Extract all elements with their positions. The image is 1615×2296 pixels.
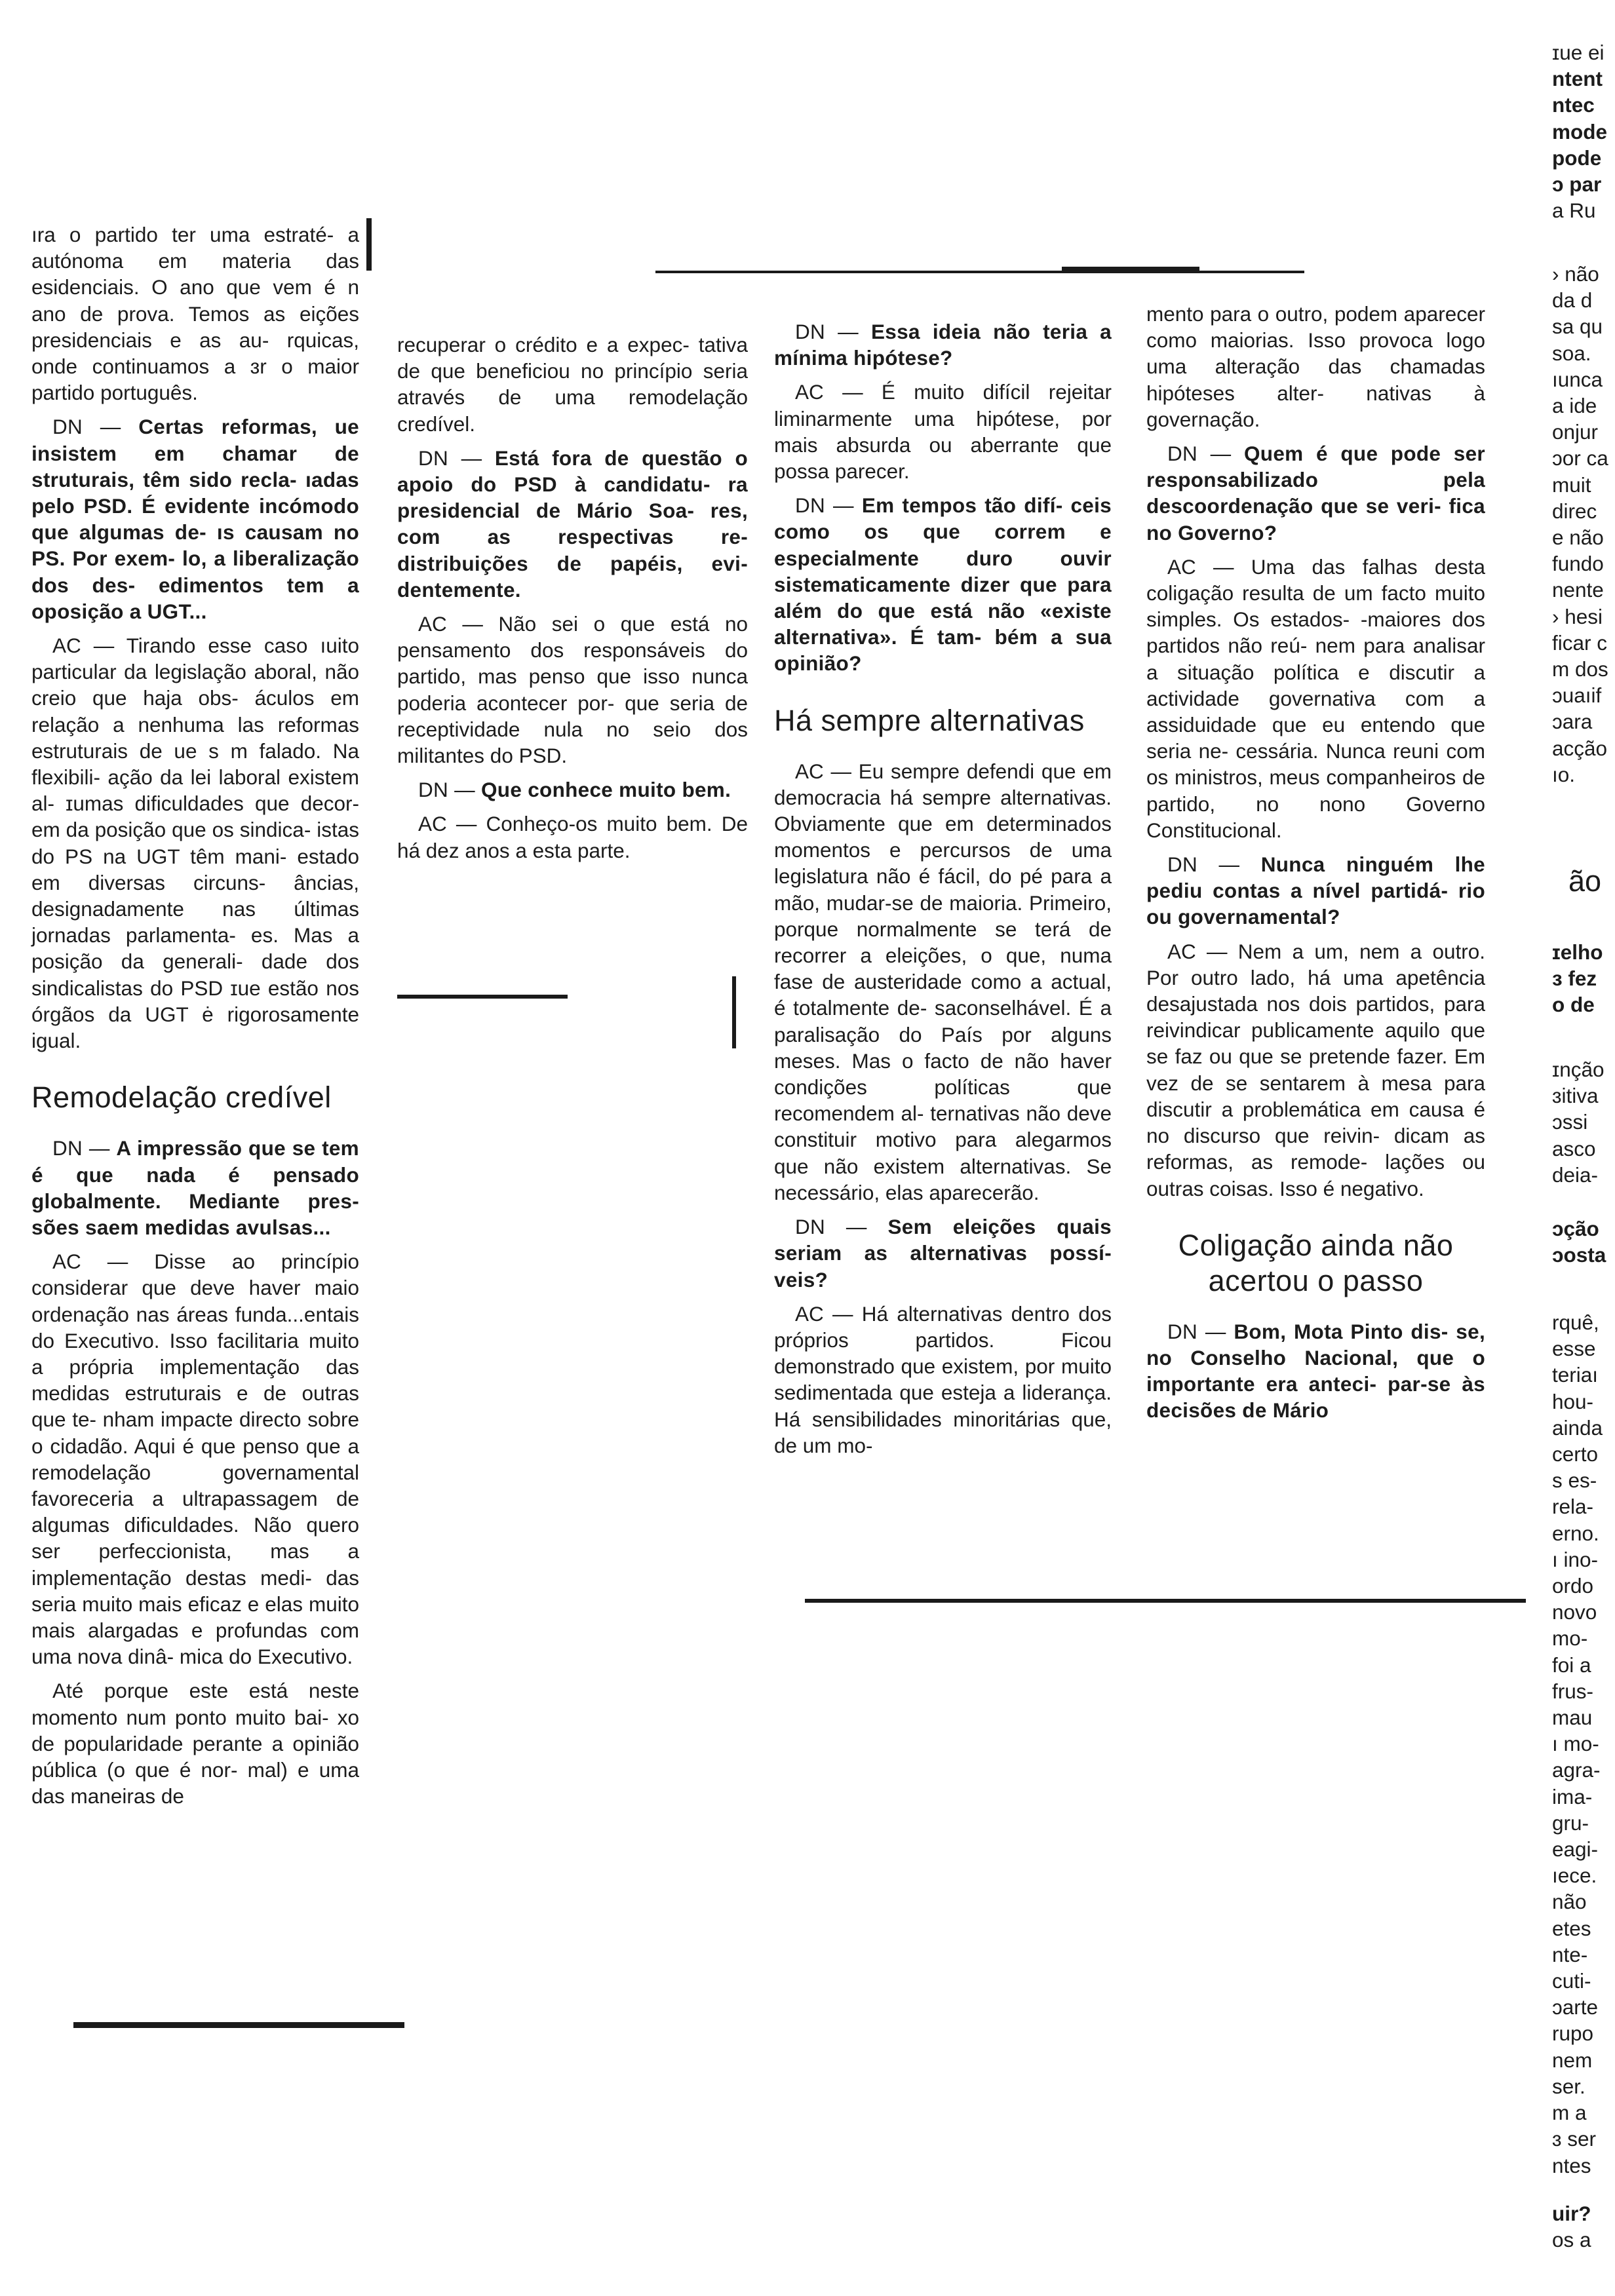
cut-text-fragment: ima- — [1552, 1784, 1593, 1808]
cut-text-fragment: ɜ fez — [1552, 966, 1597, 991]
speaker-tag: DN — — [52, 415, 139, 439]
cut-text-fragment: ɪnção — [1552, 1058, 1605, 1081]
cut-text-fragment: eagi- — [1552, 1837, 1599, 1862]
cut-text-fragment: teriaı — [1552, 1363, 1599, 1387]
cut-text-fragment: uir? — [1552, 2202, 1591, 2225]
cut-text-fragment: mode — [1552, 119, 1608, 144]
question-text: Quem é que pode ser responsabilizado pela descoordenação que se veri- fica no Governo? — [1146, 442, 1485, 545]
cut-text-fragment: não — [1552, 1890, 1587, 1914]
cut-text-fragment: esse — [1552, 1337, 1596, 1361]
cut-text-fragment: ıunca — [1552, 367, 1603, 391]
cut-text-fragment: ɪue ei — [1552, 41, 1605, 64]
cut-text-fragment: e não — [1552, 526, 1604, 550]
interview-question — [774, 1214, 1112, 1293]
cut-text-fragment: deia- — [1552, 1162, 1599, 1187]
cut-text-fragment: ɜitiva — [1552, 1084, 1599, 1108]
col3-end-rule — [805, 1599, 1526, 1603]
cut-text-fragment: frus- — [1552, 1679, 1593, 1703]
cut-text-fragment: › hesi — [1552, 604, 1603, 628]
cut-text-fragment: acção — [1552, 736, 1608, 760]
cut-text-fragment: o de — [1552, 993, 1595, 1017]
cut-text-fragment: a Ru — [1552, 199, 1596, 223]
article-column-3 — [774, 318, 1112, 1466]
cut-text-fragment: ɔuaıif — [1552, 683, 1602, 708]
cut-text-fragment: ɪelho — [1552, 940, 1603, 964]
speaker-tag: DN — — [795, 493, 862, 518]
interview-answer: AC — Tirando esse caso ıuito particular da legislação aboral, não creio que haja obs- áculos em relação a nenhuma las reformas estruturais de ue s m falado. Na flexibili- ação da lei laboral existem al- ɪumas dificuldades que decor- em da posição que os sindica- istas do PS na UGT têm mani- estado em diversas circuns- âncias, designadamente nas últimas jornadas parlamenta- es. Mas a posição da generali- dade dos sindicalistas do PSD ɪue estão nos órgãos da UGT ė rigorosamente igual. — [31, 634, 359, 1053]
paragraph: ıra o partido ter uma estraté- a autónoma em materia das esidenciais. O ano que vem é n ano de prova. Temos as eições presidenciais e as au- rquicas, onde continuamos a ɜr o maior partido português. — [31, 223, 359, 405]
paragraph: recuperar o crédito e a expec- tativa de que beneficiou no princípio seria através de uma remodelação credível. — [397, 333, 748, 436]
cut-text-fragment: ɔarte — [1552, 1995, 1599, 2019]
cut-text-fragment: mo- — [1552, 1626, 1588, 1651]
speaker-tag: DN — — [795, 320, 871, 343]
cut-text-fragment: ıece. — [1552, 1864, 1597, 1888]
cut-text-fragment: ıo. — [1552, 762, 1576, 786]
cut-text-fragment: nte- — [1552, 1942, 1588, 1966]
column-bar-mid — [732, 976, 736, 1048]
interview-answer: AC — Há alternativas dentro dos próprios partidos. Ficou demonstrado que existem, por muito sedimentada que esteja a liderança. Há sensibilidades minoritárias que, de um mo- — [774, 1301, 1112, 1457]
cut-text-fragment: hou- — [1552, 1389, 1594, 1413]
section-heading: Remodelação credível — [31, 1081, 332, 1115]
cut-text-fragment: onjur — [1552, 420, 1599, 444]
question-text: Nunca ninguém lhe pediu contas a nível partidá- rio ou governamental? — [1146, 852, 1485, 929]
speaker-tag: DN — — [418, 446, 495, 470]
right-edge-fragments-lower2 — [1552, 1056, 1605, 1188]
cut-text-fragment: pode — [1552, 145, 1602, 170]
col2-end-rule — [397, 995, 568, 999]
question-text: A impressão que se tem é que nada é pensado globalmente. Mediante pres- sões saem medidas avulsas... — [31, 1136, 359, 1239]
cut-text-fragment: asco — [1552, 1136, 1596, 1160]
interview-question — [774, 318, 1112, 371]
cut-text-fragment: m a — [1552, 2101, 1587, 2125]
cut-text-fragment: ntec — [1552, 93, 1595, 117]
interview-question — [1146, 1318, 1485, 1424]
cut-text-fragment: m dos — [1552, 657, 1608, 681]
speaker-tag: DN — — [1167, 852, 1261, 877]
cut-text-fragment: ɔssi — [1552, 1110, 1588, 1134]
cut-text-fragment: sa qu — [1552, 315, 1603, 339]
interview-answer: AC — É muito difícil rejeitar liminarmente uma hipótese, por mais absurda ou aberrante que possa parecer. — [774, 380, 1112, 484]
cut-text-fragment: erno. — [1552, 1521, 1599, 1545]
cut-text-fragment: nente — [1552, 578, 1604, 602]
interview-answer: AC — Eu sempre defendi que em democracia há sempre alternativas. Obviamente que em determinados momentos e percursos de uma legislatura não é fácil, do pé para a mão, mudar-se de maioria. Primeiro, porque normalmente se terá de recorrer a eleições, o que, numa fase de austeridade como a actual, é totalmente de- saconselhável. É a paralisação do País por alguns meses. Mas o facto de não haver condições políticas que recomendem al- ternativas não deve constituir motivo para alegarmos que não existem alternativas. Se necessário, elas aparecerão. — [774, 759, 1112, 1204]
col1-end-rule — [73, 2022, 404, 2028]
cut-text-fragment: rela- — [1552, 1495, 1594, 1519]
fragment-heading: ão — [1568, 864, 1602, 898]
cut-text-fragment: fundo — [1552, 552, 1604, 576]
cut-text-fragment: a ide — [1552, 394, 1597, 418]
speaker-tag: DN — — [52, 1136, 117, 1160]
interview-question — [31, 1135, 359, 1240]
cut-text-fragment: ainda — [1552, 1415, 1603, 1440]
cut-text-fragment: ordo — [1552, 1574, 1594, 1598]
cut-text-fragment: certo — [1552, 1442, 1599, 1466]
cut-text-fragment: ı mo- — [1552, 1732, 1599, 1756]
cut-text-fragment: ı ino- — [1552, 1547, 1599, 1571]
cut-text-fragment: rquê, — [1552, 1311, 1599, 1334]
interview-question — [397, 445, 748, 603]
cut-text-fragment: ɔara — [1552, 710, 1593, 734]
section-heading: Coligação ainda não acertou o passo — [1178, 1228, 1454, 1297]
cut-text-fragment: ɔção — [1552, 1217, 1599, 1240]
section-heading: Há sempre alternativas — [774, 703, 1085, 737]
cut-text-fragment: agra- — [1552, 1758, 1601, 1782]
interview-question — [1146, 851, 1485, 930]
top-rule-accent — [1062, 267, 1199, 272]
cut-text-fragment: etes — [1552, 1916, 1591, 1940]
column-bar-left — [366, 218, 372, 271]
article-column-2 — [397, 332, 748, 871]
question-text: Certas reformas, ue insistem em chamar de struturais, têm sido recla- ıadas pelo PSD. É evidente incómodo que algumas de- ıs causam no PS. Por exem- lo, a liberalização dos des- edimentos tem a oposição a UGT... — [31, 415, 359, 623]
cut-text-fragment: foi a — [1552, 1653, 1591, 1677]
cut-text-fragment: ficar c — [1552, 630, 1608, 655]
cut-text-fragment: os a — [1552, 2228, 1591, 2252]
interview-question — [1146, 440, 1485, 546]
cut-text-fragment: gru- — [1552, 1810, 1589, 1835]
question-text: Em tempos tão difí- ceis como os que correm e especialmente duro ouvir sistematicamente dizer que para além do que está não «existe alternativa». É tam- bém a sua opinião? — [774, 493, 1112, 676]
cut-text-fragment: ser. — [1552, 2074, 1586, 2098]
right-edge-heading-fragment — [1552, 842, 1602, 898]
interview-answer: Até porque este está neste momento num ponto muito bai- xo de popularidade perante a opinião pública (o que é nor- mal) e uma das maneiras de — [31, 1679, 359, 1808]
question-text: Sem eleições quais seriam as alternativas possí- veis? — [774, 1215, 1112, 1292]
right-edge-fragments-right — [1552, 1309, 1603, 2179]
interview-question — [31, 413, 359, 624]
speaker-tag: DN — — [418, 778, 481, 802]
top-rule — [655, 271, 1304, 273]
cut-text-fragment: ntent — [1552, 67, 1603, 91]
speaker-tag: DN — — [1167, 1319, 1234, 1343]
cut-text-fragment: ɔosta — [1552, 1243, 1606, 1267]
interview-question — [774, 492, 1112, 676]
speaker-tag: DN — — [795, 1215, 888, 1239]
cut-text-fragment: cuti- — [1552, 1969, 1591, 1993]
interview-answer: AC — Nem a um, nem a outro. Por outro lado, há uma apetência desajustada nos dois partidos, para reivindicar publicamente aquilo que se faz ou que se pretende fazer. Em vez de se sentarem à mesa para discutir a problemática em causa é no discurso que reivin- dicam as reformas, as remode- lações ou outras coisas. Isso é negativo. — [1146, 939, 1485, 1200]
interview-answer: AC — Disse ao princípio considerar que deve haver maio ordenação nas áreas funda...entais do Executivo. Isso facilitaria muito a própria implementação das medidas estruturais e de outras que te- nham impacte directo sobre o cidadão. Aqui é que penso que a remodelação governamental favoreceria a ultrapassagem de algumas dificuldades. Não quero ser perfeccionista, mas a implementação destas medi- das seria muito mais eficaz e elas muito mais alargadas e profundas com uma nova dinâ- mica do Executivo. — [31, 1250, 359, 1669]
question-text: Está fora de questão o apoio do PSD à candidatu- ra presidencial de Mário Soa- res, com as respectivas re- distribuições de papéis, evi- dentemente. — [397, 446, 748, 602]
cut-text-fragment: novo — [1552, 1600, 1597, 1624]
speaker-tag: DN — — [1167, 442, 1244, 466]
cut-text-fragment: da d — [1552, 288, 1593, 313]
cut-text-fragment: muit — [1552, 472, 1591, 497]
right-edge-fragments-top — [1552, 39, 1607, 223]
cut-text-fragment: soa. — [1552, 341, 1597, 365]
right-edge-fragments-lower — [1552, 939, 1603, 1018]
interview-answer: AC — Conheço-os muito bem. De há dez anos a esta parte. — [397, 812, 748, 862]
right-edge-fragments-lower3 — [1552, 1215, 1606, 1268]
cut-text-fragment: ɔ par — [1552, 172, 1602, 197]
cut-text-fragment: direc — [1552, 499, 1597, 523]
cut-text-fragment: rupo — [1552, 2021, 1594, 2046]
right-edge-fragments-mid — [1552, 261, 1608, 788]
question-text: Que conhece muito bem. — [481, 778, 731, 802]
cut-text-fragment: nem — [1552, 2048, 1593, 2072]
cut-text-fragment: mau — [1552, 1706, 1593, 1730]
right-edge-fragments-bottom — [1552, 2200, 1591, 2253]
question-text: Bom, Mota Pinto dis- se, no Conselho Nacional, que o importante era anteci- par-se às decisões de Mário — [1146, 1319, 1485, 1423]
interview-answer: AC — Uma das falhas desta coligação resulta de um facto muito simples. Os estados- -maiores dos partidos não reú- nem para analisar a situação política e discutir a actividade governativa com a assiduidade que eu entendo que seria ne- cessária. Nunca reuni com os ministros, meus companheiros de partido, no nono Governo Constitucional. — [1146, 554, 1485, 842]
cut-text-fragment: s es- — [1552, 1468, 1597, 1493]
cut-text-fragment: ɜ ser — [1552, 2127, 1596, 2151]
question-text: Essa ideia não teria a mínima hipótese? — [774, 320, 1112, 370]
cut-text-fragment: ɔor ca — [1552, 446, 1608, 470]
cut-text-fragment: ntes — [1552, 2153, 1591, 2177]
interview-answer: AC — Não sei o que está no pensamento dos responsáveis do partido, mas penso que isso nunca poderia acontecer por- que seria de receptividade nula no seio dos militantes do PSD. — [397, 612, 748, 768]
interview-question — [397, 776, 748, 803]
paragraph: mento para o outro, podem aparecer como maiorias. Isso provoca logo uma alteração das chamadas hipóteses alter- nativas à governação. — [1146, 302, 1485, 431]
cut-text-fragment: › não — [1552, 262, 1599, 286]
article-column-4 — [1146, 301, 1485, 1432]
article-column-1 — [31, 221, 359, 1817]
